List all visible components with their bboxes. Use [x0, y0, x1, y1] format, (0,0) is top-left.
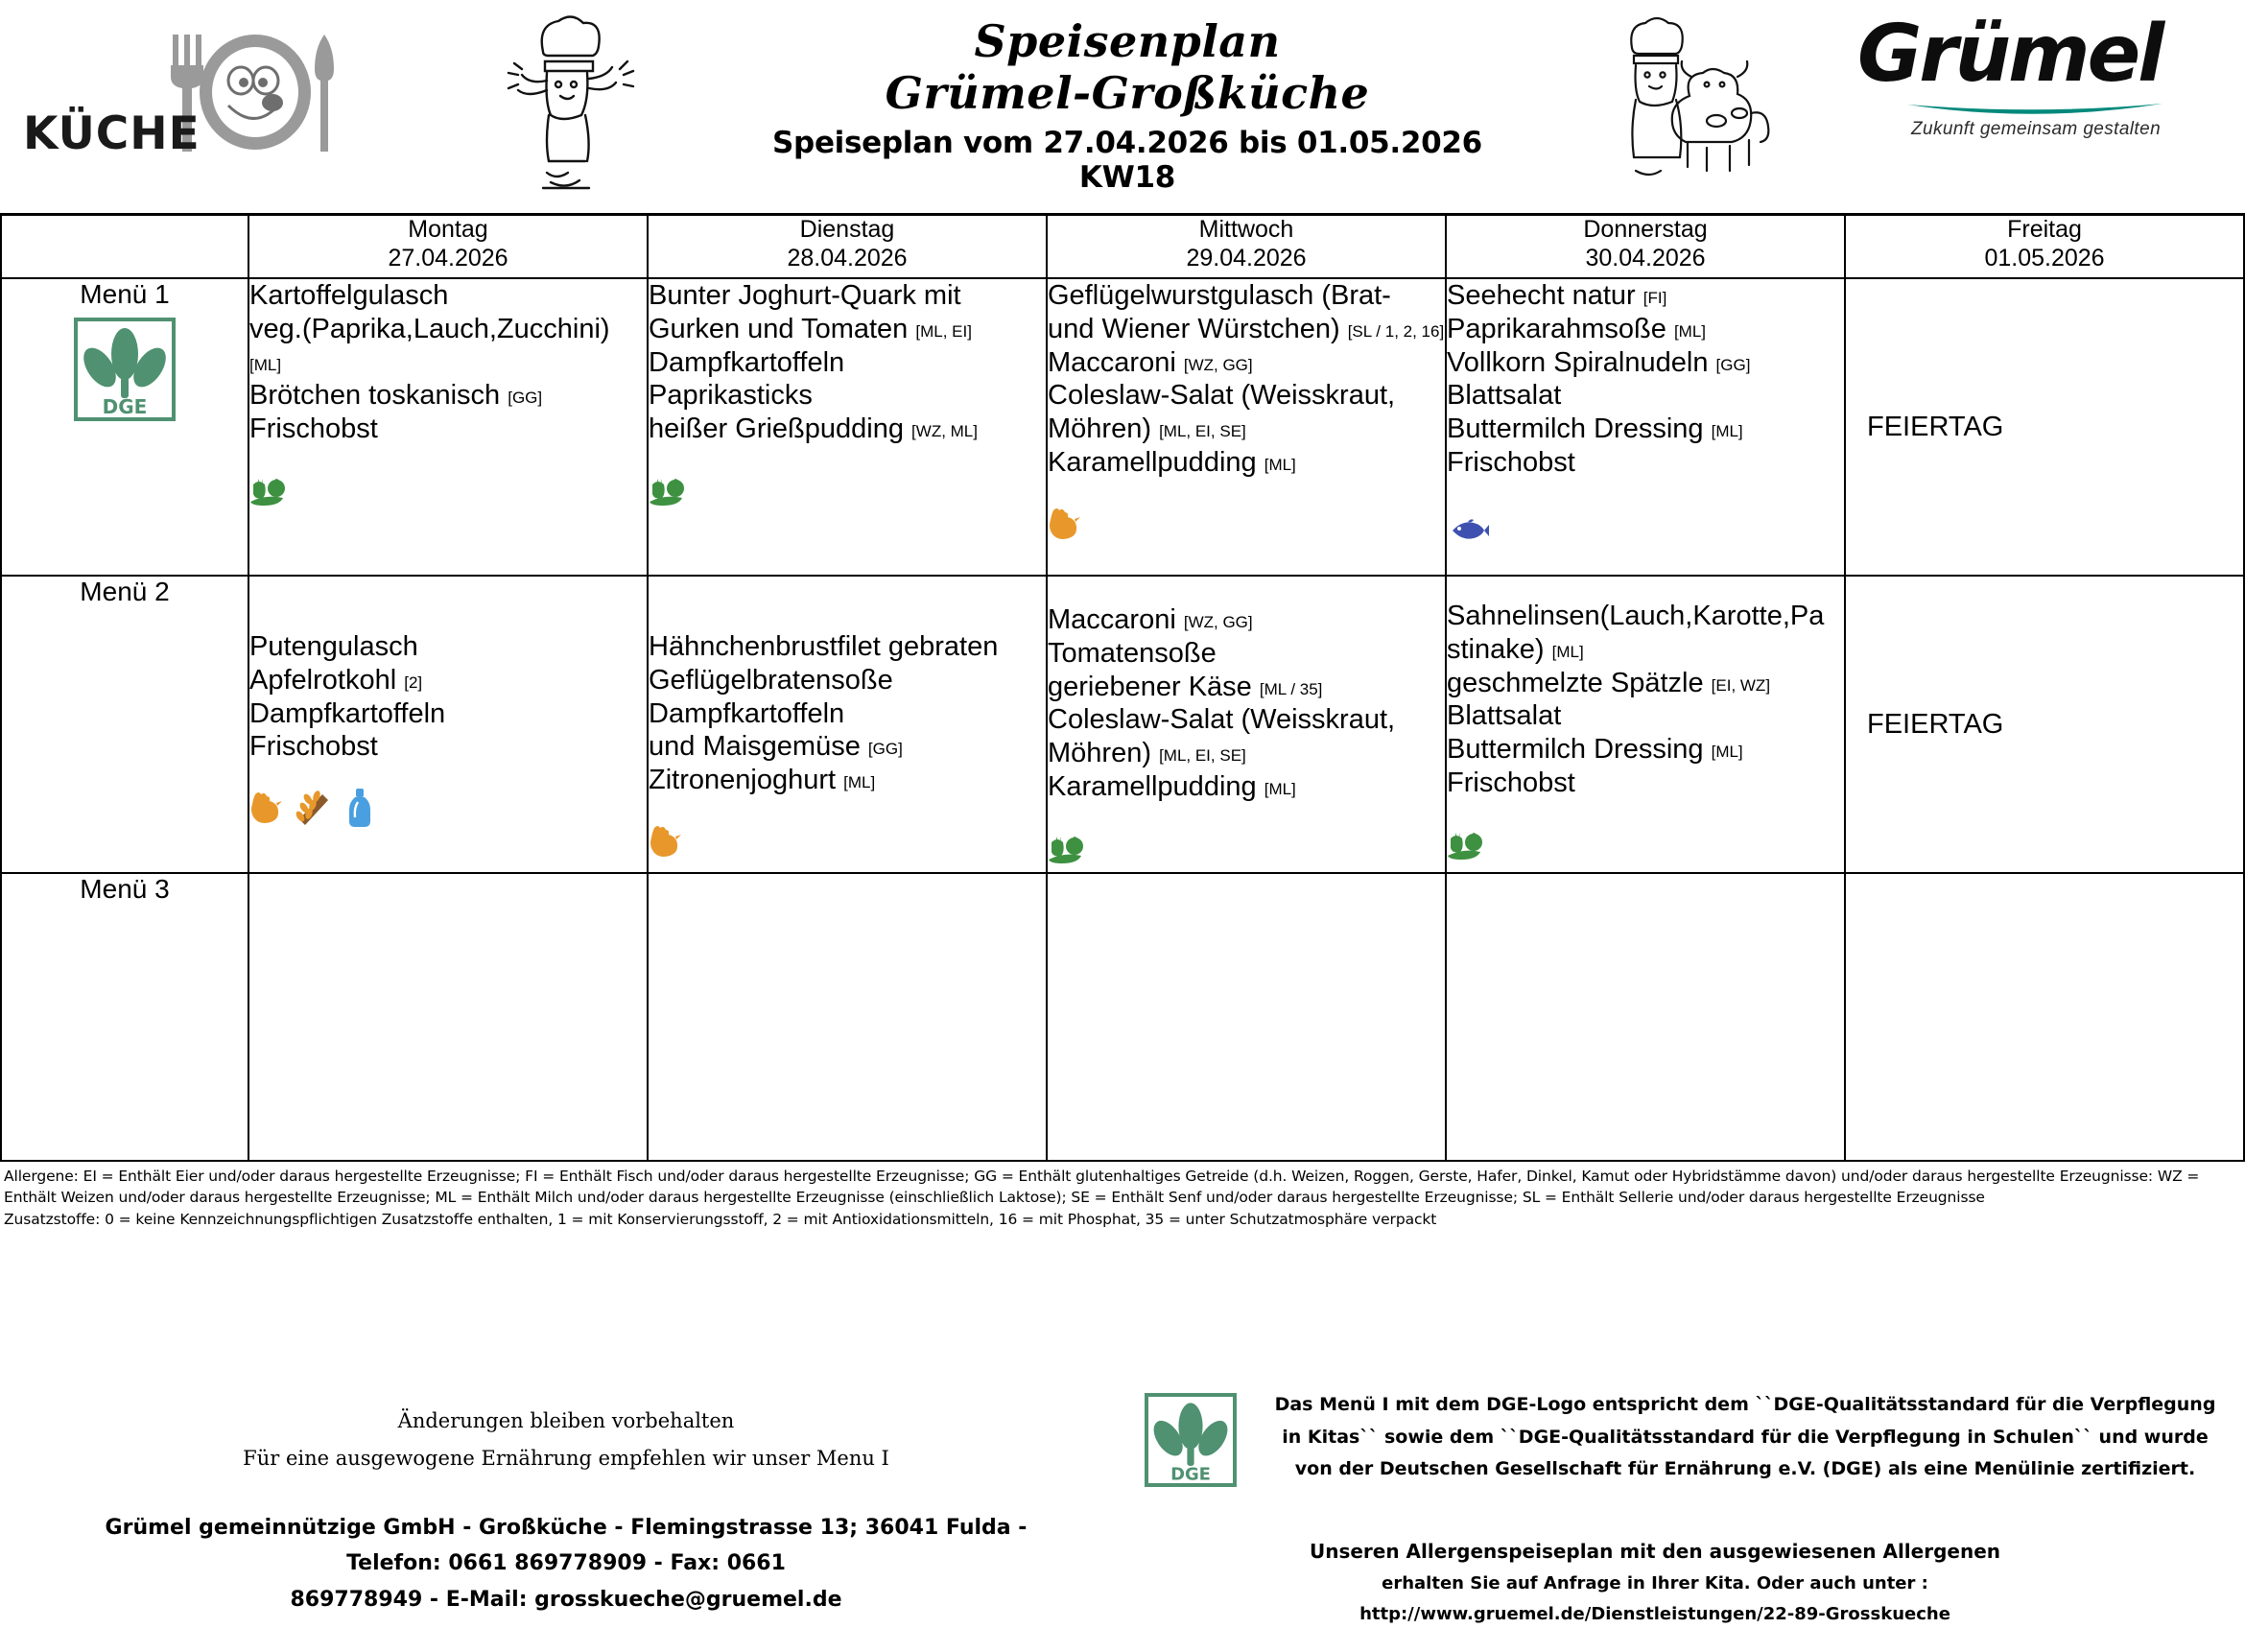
chicken-icon — [649, 824, 681, 861]
vegetable-icon — [1048, 835, 1088, 867]
chicken-icon — [1048, 507, 1080, 543]
date-range-title: Speiseplan vom 27.04.2026 bis 01.05.2026 KW18 — [772, 125, 1482, 195]
meal-line: Geflügelbratensoße — [649, 664, 893, 696]
legend-line-2: Enthält Weizen und/oder daraus hergestellte Erzeugnisse; ML = Enthält Milch und/oder daraus hergestellte Erzeugnisse (einschließlich Laktose); SE = Enthält Senf und/oder daraus hergestellte Erzeugnisse; SL = Enthält Sellerie und/oder daraus hergestellte Erzeugnisse — [4, 1189, 1985, 1207]
dge-text-line-3: von der Deutschen Gesellschaft für Ernährung e.V. (DGE) als eine Menülinie zertifiziert. — [1294, 1457, 2196, 1479]
meal-line: Geflügelwurstgulasch (Brat- — [1048, 280, 1391, 311]
meal-lines — [249, 630, 647, 764]
meal-line: Maccaroni [WZ, GG] — [1048, 604, 1253, 635]
meal-lines — [1048, 603, 1445, 804]
day-header-freitag — [1845, 215, 2244, 279]
holiday-label: FEIERTAG — [1867, 411, 2004, 442]
day-header-montag — [248, 215, 648, 279]
title-block — [748, 15, 1506, 195]
footer-note-2: Für eine ausgewogene Ernährung empfehlen wir unser Menu I — [243, 1447, 889, 1471]
meal-icons — [249, 463, 647, 509]
company-address-line-2: 869778949 - E-Mail: grosskueche@gruemel.de — [290, 1587, 842, 1612]
chef-with-cow-illustration — [1588, 8, 1780, 200]
day-date: 27.04.2026 — [388, 244, 508, 271]
svg-text:DGE: DGE — [1170, 1464, 1211, 1484]
meal-lines — [1048, 279, 1445, 480]
meal-line: Möhren) [ML, EI, SE] — [1048, 413, 1246, 445]
day-date: 29.04.2026 — [1186, 244, 1307, 271]
meal-line: Möhren) [ML, EI, SE] — [1048, 738, 1246, 769]
day-name: Dienstag — [799, 216, 895, 243]
page-footer — [0, 1394, 2245, 1652]
dge-leaf-icon — [78, 321, 172, 417]
meal-cell-m1-dienstag — [648, 278, 1047, 576]
meal-line: Buttermilch Dressing [ML] — [1447, 734, 1743, 766]
meal-icons — [1048, 497, 1445, 543]
allergen-info-url[interactable]: http://www.gruemel.de/Dienstleistungen/22-89-Grosskueche — [1359, 1603, 1950, 1624]
table-header-row — [1, 215, 2244, 279]
meal-cell-m2-dienstag — [648, 576, 1047, 873]
menu-label-text: Menü 1 — [80, 279, 170, 309]
meal-line: Apfelrotkohl [2] — [249, 664, 423, 696]
meal-line: Paprikasticks — [649, 380, 813, 412]
kueche-logo-text: KÜCHE — [23, 107, 201, 160]
svg-text:DGE: DGE — [102, 395, 148, 417]
meal-line: [ML] — [249, 355, 282, 374]
chef-icon — [489, 13, 652, 196]
allergen-legend — [4, 1166, 2239, 1230]
meal-line: Seehecht natur [FI] — [1447, 280, 1667, 311]
corner-cell — [1, 215, 248, 279]
day-name: Donnerstag — [1583, 216, 1708, 243]
meal-line: und Wiener Würstchen) [SL / 1, 2, 16] — [1048, 313, 1445, 344]
allergen-info-block — [1166, 1535, 2144, 1629]
meal-cell-m3-freitag — [1845, 873, 2244, 1161]
meal-icons — [649, 814, 1046, 861]
meal-line: Bunter Joghurt-Quark mit — [649, 280, 961, 311]
bottle-icon — [345, 789, 374, 827]
wheat-icon — [295, 791, 332, 827]
meal-lines — [649, 630, 1046, 797]
meal-icons — [1048, 821, 1445, 867]
meal-cell-m2-freitag — [1845, 576, 2244, 873]
meal-line: Karamellpudding [ML] — [1048, 446, 1296, 478]
company-address — [0, 1510, 1132, 1617]
menu-label-text: Menü 2 — [80, 577, 170, 606]
meal-cell-m2-montag — [248, 576, 648, 873]
menu-label-text: Menü 3 — [80, 874, 170, 904]
meal-line: Frischobst — [249, 731, 378, 763]
meal-icons — [1447, 497, 1844, 543]
table-row-menu1 — [1, 278, 2244, 576]
meal-line: Putengulasch — [249, 631, 418, 662]
day-name: Mittwoch — [1198, 216, 1294, 243]
kueche-logo — [19, 27, 365, 161]
fish-icon — [1447, 518, 1489, 543]
meal-cell-m1-freitag — [1845, 278, 2244, 576]
dge-certification-text — [1256, 1389, 2234, 1485]
dge-text-line-1: Das Menü I mit dem DGE-Logo entspricht dem ``DGE-Qualitätsstandard für die Verpflegung — [1274, 1394, 2216, 1416]
allergen-info-line-2: erhalten Sie auf Anfrage in Ihrer Kita. Oder auch unter : — [1382, 1573, 1928, 1594]
meal-line: Blattsalat — [1447, 380, 1562, 412]
meal-lines — [1447, 600, 1844, 800]
footer-left-block — [0, 1403, 1132, 1617]
company-address-line-1: Grümel gemeinnützige GmbH - Großküche - Flemingstrasse 13; 36041 Fulda - Telefon: 0661 869778909 - Fax: 0661 — [105, 1516, 1028, 1576]
day-name: Freitag — [2007, 216, 2082, 243]
meal-line: stinake) [ML] — [1447, 633, 1584, 665]
meal-cell-m3-montag — [248, 873, 648, 1161]
row-label-menu2 — [1, 576, 248, 873]
day-name: Montag — [408, 216, 488, 243]
meal-cell-m1-montag — [248, 278, 648, 576]
meal-cell-m1-donnerstag — [1446, 278, 1845, 576]
meal-icons — [649, 463, 1046, 509]
legend-line-1: Allergene: EI = Enthält Eier und/oder daraus hergestellte Erzeugnisse; FI = Enthält Fisch und/oder daraus hergestellte Erzeugnisse; GG = Enthält glutenhaltiges Getreide (d.h. Weizen, Roggen, Gerste, Hafer, Dinkel, Kamut oder Hybridstämme davon) und/oder daraus hergestellte Erzeugnisse: WZ = — [4, 1168, 2200, 1185]
meal-line: Vollkorn Spiralnudeln [GG] — [1447, 346, 1751, 378]
gruemel-logo-text: Grümel — [1857, 9, 2162, 100]
meal-line: Maccaroni [WZ, GG] — [1048, 346, 1253, 378]
meal-line: veg.(Paprika,Lauch,Zucchini) — [249, 313, 610, 344]
dge-logo-badge-footer — [1145, 1393, 1237, 1487]
meal-line: Blattsalat — [1447, 700, 1562, 732]
meal-line: Frischobst — [1447, 446, 1575, 478]
vegetable-icon — [1447, 831, 1487, 863]
meal-cell-m3-dienstag — [648, 873, 1047, 1161]
allergen-info-line-1: Unseren Allergenspeiseplan mit den ausgewiesenen Allergenen — [1309, 1540, 2001, 1564]
day-date: 28.04.2026 — [787, 244, 908, 271]
menu-plan-table — [0, 213, 2245, 1162]
legend-line-3: Zusatzstoffe: 0 = keine Kennzeichnungspflichtigen Zusatzstoffe enthalten, 1 = mit Konservierungsstoff, 2 = mit Antioxidationsmitteln, 16 = mit Phosphat, 35 = unter Schutzatmosphäre verpackt — [4, 1210, 1437, 1228]
swoosh-icon — [1905, 102, 2164, 117]
cow-icon — [1588, 8, 1780, 200]
day-header-donnerstag — [1446, 215, 1845, 279]
row-label-menu1 — [1, 278, 248, 576]
meal-line: Dampfkartoffeln — [249, 697, 446, 729]
meal-line: Paprikarahmsoße [ML] — [1447, 313, 1706, 344]
dge-leaf-icon — [1148, 1397, 1233, 1483]
meal-lines — [649, 279, 1046, 446]
meal-line: Coleslaw-Salat (Weisskraut, — [1048, 380, 1396, 412]
meal-line: Tomatensoße — [1048, 637, 1217, 669]
dge-text-line-2: in Kitas`` sowie dem ``DGE-Qualitätsstandard für die Verpflegung in Schulen`` und wurde — [1282, 1426, 2209, 1448]
meal-line: Buttermilch Dressing [ML] — [1447, 413, 1743, 445]
page-subtitle: Grümel-Großküche — [885, 67, 1370, 120]
meal-line: Frischobst — [249, 413, 378, 445]
meal-line: Frischobst — [1447, 767, 1575, 798]
meal-line: Dampfkartoffeln — [649, 697, 845, 729]
table-row-menu3 — [1, 873, 2244, 1161]
table-row-menu2 — [1, 576, 2244, 873]
chef-illustration — [489, 13, 652, 196]
holiday-label: FEIERTAG — [1867, 708, 2004, 740]
meal-line: Gurken und Tomaten [ML, EI] — [649, 313, 972, 344]
day-header-mittwoch — [1047, 215, 1446, 279]
meal-line: Kartoffelgulasch — [249, 280, 449, 311]
meal-cell-m2-mittwoch — [1047, 576, 1446, 873]
meal-cell-m1-mittwoch — [1047, 278, 1446, 576]
meal-line: Hähnchenbrustfilet gebraten — [649, 631, 999, 662]
meal-line: geschmelzte Spätzle [EI, WZ] — [1447, 667, 1771, 698]
vegetable-icon — [649, 477, 689, 509]
meal-icons — [249, 781, 647, 827]
dge-logo-badge — [74, 318, 176, 421]
day-date: 30.04.2026 — [1585, 244, 1706, 271]
chicken-icon — [249, 791, 282, 827]
footer-note-1: Änderungen bleiben vorbehalten — [397, 1409, 735, 1433]
page-title: Speisenplan — [974, 15, 1281, 67]
page-header — [0, 0, 2245, 213]
meal-icons — [1447, 817, 1844, 863]
meal-cell-m3-mittwoch — [1047, 873, 1446, 1161]
meal-line: geriebener Käse [ML / 35] — [1048, 671, 1323, 702]
meal-cell-m2-donnerstag — [1446, 576, 1845, 873]
meal-line: Brötchen toskanisch [GG] — [249, 380, 543, 412]
meal-line: Dampfkartoffeln — [649, 346, 845, 378]
meal-line: heißer Grießpudding [WZ, ML] — [649, 413, 978, 445]
footer-right-block — [1137, 1389, 2240, 1629]
meal-line: Sahnelinsen(Lauch,Karotte,Pa — [1447, 601, 1825, 631]
row-label-menu3 — [1, 873, 248, 1161]
meal-line: und Maisgemüse [GG] — [649, 731, 903, 763]
meal-line: Coleslaw-Salat (Weisskraut, — [1048, 704, 1396, 736]
meal-line: Karamellpudding [ML] — [1048, 770, 1296, 802]
day-header-dienstag — [648, 215, 1047, 279]
meal-lines — [1447, 279, 1844, 480]
day-date: 01.05.2026 — [1984, 244, 2105, 271]
meal-cell-m3-donnerstag — [1446, 873, 1845, 1161]
gruemel-logo — [1852, 9, 2216, 148]
gruemel-tagline: Zukunft gemeinsam gestalten — [1911, 119, 2162, 139]
dge-certification-row — [1137, 1389, 2240, 1495]
meal-lines — [249, 279, 647, 446]
vegetable-icon — [249, 477, 290, 509]
meal-line: Zitronenjoghurt [ML] — [649, 765, 876, 796]
